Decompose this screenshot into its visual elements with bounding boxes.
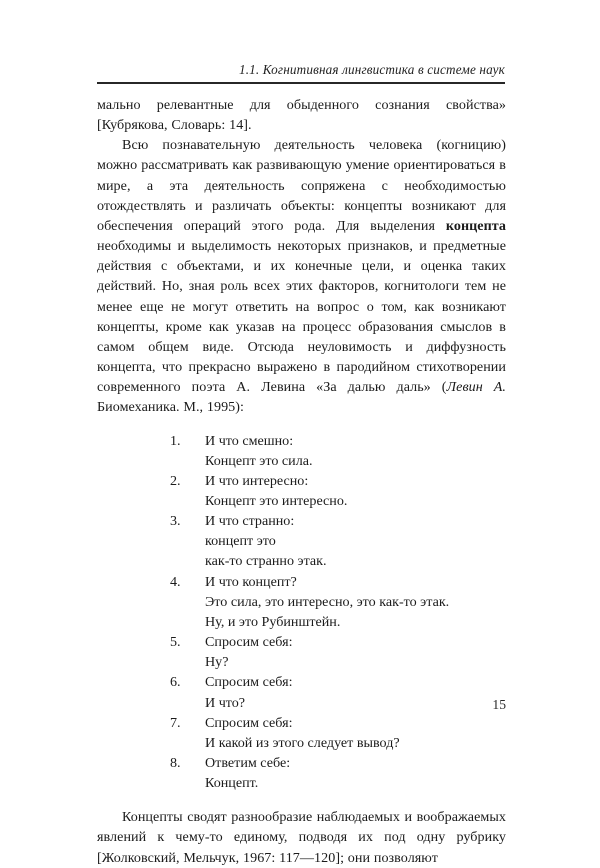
term-koncepta: концепта xyxy=(445,217,506,234)
page-body xyxy=(97,95,506,868)
paragraph-cognition-text-b: необходимы и выделимость некоторых признаков, и предметные действия с объектами, и их конечные цели, и оценка таких действий. Но, зная роль всех этих факторов, когнитологи тем не менее еще не могут ответить на вопрос о том, как возникают концепты, кроме как указав на процесс образования смыслов в самом общем виде. Отсюда неуловимость и диффузность концепта, что прекрасно выражено в пародийном стихотворении современного поэта А. Левина «За далью даль» ( xyxy=(97,238,506,396)
poem-item-number: 1. xyxy=(170,432,181,449)
header-divider xyxy=(97,82,505,84)
poem-item-line: И что смешно: xyxy=(205,432,294,449)
paragraph-concepts-text: Концепты сводят разнообразие наблюдаемых и воображаемых явлений к чему-то единому, подводя их под одну рубрику [Жолковский, Мельчук, 1967: 117—120]; они позволяют xyxy=(97,809,506,866)
paragraph-cognition-text-a: Всю познавательную деятельность человека (когницию) можно рассматривать как развивающую умение ориентироваться в мире, а эта деятельность сопряжена с необходимостью отождествлять и различать объекты: концепты возникают для обеспечения операций этого рода. Для выделения xyxy=(97,137,506,234)
poem-item-line: И что? xyxy=(205,694,246,711)
poem-item-line: Ответим себе: xyxy=(205,755,291,771)
poem-item-line: Спросим себя: xyxy=(205,634,293,651)
poem-item-number: 3. xyxy=(170,513,181,530)
poem-item xyxy=(97,431,506,471)
poem-item xyxy=(97,753,506,793)
poem-item-number: 2. xyxy=(170,472,181,489)
paragraph-continuation xyxy=(97,95,506,135)
poem-item-line: Концепт. xyxy=(205,775,259,792)
poem-item-line: И что странно: xyxy=(205,513,295,530)
poem-item-number: 5. xyxy=(170,634,181,651)
poem-item-line: как-то странно этак. xyxy=(205,553,327,570)
poem-item-line: Ну? xyxy=(205,654,229,671)
page-number-value: 15 xyxy=(492,697,506,712)
poem-item-line: И какой из этого следует вывод? xyxy=(205,734,400,751)
poem-item-line: Спросим себя: xyxy=(205,674,293,691)
poem-item-number: 6. xyxy=(170,674,181,691)
poem-item xyxy=(97,511,506,571)
citation-author: Левин А. xyxy=(446,379,506,396)
poem-item-line: Спросим себя: xyxy=(205,714,293,731)
running-head xyxy=(97,62,505,84)
poem-item-number: 4. xyxy=(170,573,181,590)
poem-item-line: концепт это xyxy=(205,533,276,550)
poem-top-spacer xyxy=(97,418,506,431)
poem-item-number: 8. xyxy=(170,755,181,771)
poem-item-line: Это сила, это интересно, это как-то этак. xyxy=(205,593,450,610)
page-number xyxy=(0,697,506,713)
poem-item xyxy=(97,713,506,753)
poem-bottom-spacer xyxy=(97,793,506,807)
poem-item xyxy=(97,471,506,511)
paragraph-continuation-text: мально релевантные для обыденного сознания свойства» [Кубрякова, Словарь: 14]. xyxy=(97,97,506,134)
poem-item-line: Концепт это интересно. xyxy=(205,492,348,509)
poem-item-line: Ну, и это Рубинштейн. xyxy=(205,613,341,630)
poem-item xyxy=(97,572,506,632)
paragraph-concepts xyxy=(97,807,506,867)
paragraph-cognition xyxy=(97,135,506,417)
citation-source: Биомеханика. М., 1995): xyxy=(97,399,244,416)
poem-item-line: И что интересно: xyxy=(205,472,309,489)
poem-item-line: И что концепт? xyxy=(205,573,297,590)
poem-numbered-list xyxy=(97,431,506,794)
poem-item xyxy=(97,632,506,672)
poem-item-number: 7. xyxy=(170,714,181,731)
running-head-title: 1.1. Когнитивная лингвистика в системе наук xyxy=(238,62,505,77)
poem-item-line: Концепт это сила. xyxy=(205,452,313,469)
